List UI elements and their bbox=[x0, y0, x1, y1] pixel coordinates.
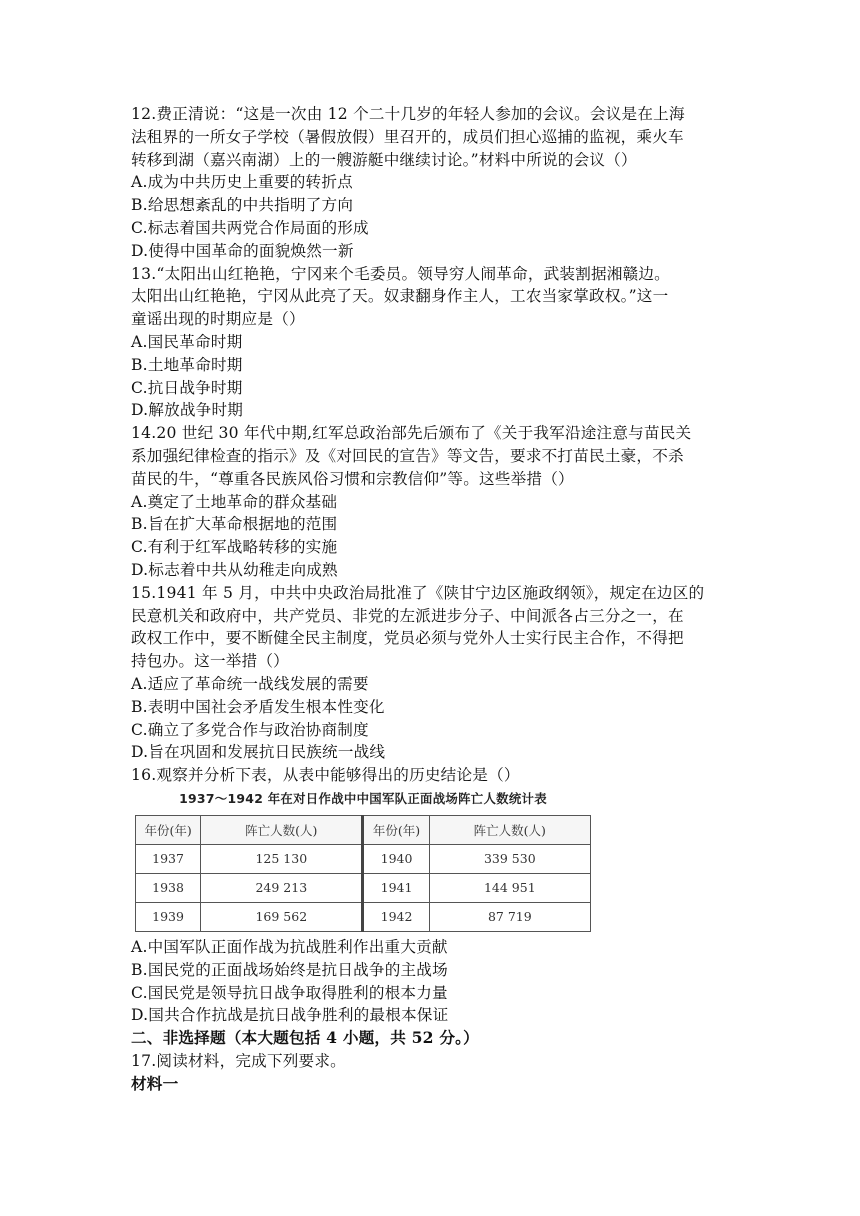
q13-stem-line-3: 童谣出现的时期应是（） bbox=[131, 310, 305, 329]
q12-stem-line-1: 12.费正清说：“这是一次由 12 个二十几岁的年轻人参加的会议。会议是在上海 bbox=[131, 105, 685, 123]
q13-option-b: B.土地革命时期 bbox=[131, 355, 243, 374]
table-cell-year: 1942 bbox=[363, 902, 429, 931]
material-heading: 材料一 bbox=[131, 1073, 179, 1093]
q13-block bbox=[131, 263, 731, 423]
q16-block bbox=[131, 764, 731, 1027]
q15-option-c: C.确立了多党合作与政治协商制度 bbox=[131, 720, 369, 739]
table-row bbox=[136, 902, 591, 931]
q14-stem-line-1: 14.20 世纪 30 年代中期,红军总政治部先后颁布了《关于我军沿途注意与苗民关 bbox=[131, 424, 692, 443]
q13-stem-line-1: 13.“太阳出山红艳艳，宁冈来个毛委员。领导穷人闹革命，武装割据湘赣边。 bbox=[131, 264, 670, 283]
q17-intro: 17.阅读材料，完成下列要求。 bbox=[131, 1051, 346, 1070]
q15-option-a: A.适应了革命统一战线发展的需要 bbox=[131, 674, 369, 693]
q16-option-c: C.国民党是领导抗日战争取得胜利的根本力量 bbox=[131, 983, 448, 1002]
q16-stem: 16.观察并分析下表，从表中能够得出的历史结论是（） bbox=[131, 766, 520, 785]
q14-stem-line-3: 苗民的牛，“尊重各民族风俗习惯和宗教信仰”等。这些举措（） bbox=[131, 469, 574, 488]
q14-option-b: B.旨在扩大革命根据地的范围 bbox=[131, 515, 338, 534]
table-cell-year: 1939 bbox=[136, 902, 201, 931]
q15-stem-line-2: 民意机关和政府中，共产党员、非党的左派进步分子、中间派各占三分之一，在 bbox=[131, 606, 684, 625]
table-header-year: 年份(年) bbox=[136, 815, 201, 844]
q15-block bbox=[131, 582, 731, 764]
table-cell-deaths: 169 562 bbox=[201, 902, 363, 931]
q12-option-b: B.给思想紊乱的中共指明了方向 bbox=[131, 196, 354, 215]
table-cell-deaths: 125 130 bbox=[201, 844, 363, 873]
table-cell-deaths: 249 213 bbox=[201, 873, 363, 902]
q13-option-a: A.国民革命时期 bbox=[131, 332, 243, 351]
q15-stem-line-1: 15.1941 年 5 月，中共中央政治局批准了《陕甘宁边区施政纲领》，规定在边区的 bbox=[131, 583, 705, 602]
table-cell-year: 1938 bbox=[136, 873, 201, 902]
q13-stem-line-2: 太阳出山红艳艳，宁冈从此亮了天。奴隶翻身作主人，工农当家掌政权。”这一 bbox=[131, 287, 669, 306]
table-cell-year: 1937 bbox=[136, 844, 201, 873]
table-cell-deaths: 87 719 bbox=[429, 902, 590, 931]
q12-option-d: D.使得中国革命的面貌焕然一新 bbox=[131, 241, 354, 260]
q15-stem-line-3: 政权工作中，要不断健全民主制度，党员必须与党外人士实行民主合作，不得把 bbox=[131, 629, 684, 648]
q15-option-b: B.表明中国社会矛盾发生根本性变化 bbox=[131, 697, 385, 716]
q14-stem-line-2: 系加强纪律检查的指示》及《对回民的宣告》等文告，要求不打苗民土豪，不杀 bbox=[131, 446, 684, 465]
table-header-year: 年份(年) bbox=[363, 815, 429, 844]
q14-block bbox=[131, 422, 731, 582]
table-cell-deaths: 339 530 bbox=[429, 844, 590, 873]
q12-option-a: A.成为中共历史上重要的转折点 bbox=[131, 173, 353, 192]
q12-stem-line-3: 转移到湖（嘉兴南湖）上的一艘游艇中继续讨论。”材料中所说的会议（） bbox=[131, 150, 637, 169]
table-header-row bbox=[136, 815, 591, 844]
table-header-deaths: 阵亡人数(人) bbox=[201, 815, 363, 844]
table-cell-year: 1941 bbox=[363, 873, 429, 902]
q15-option-d: D.旨在巩固和发展抗日民族统一战线 bbox=[131, 743, 386, 762]
table-header-deaths: 阵亡人数(人) bbox=[429, 815, 590, 844]
q12-block bbox=[131, 103, 731, 263]
document-page bbox=[131, 103, 731, 1095]
table-title: 1937～1942 年在对日作战中中国军队正面战场阵亡人数统计表 bbox=[179, 790, 547, 806]
table-cell-year: 1940 bbox=[363, 844, 429, 873]
q14-option-a: A.奠定了土地革命的群众基础 bbox=[131, 492, 338, 511]
q12-stem-line-2: 法租界的一所女子学校（暑假放假）里召开的，成员们担心巡捕的监视，乘火车 bbox=[131, 127, 684, 146]
q12-option-c: C.标志着国共两党合作局面的形成 bbox=[131, 218, 369, 237]
q13-option-d: D.解放战争时期 bbox=[131, 401, 244, 420]
section-heading: 二、非选择题（本大题包括 4 小题，共 52 分。） bbox=[131, 1028, 479, 1048]
table-row bbox=[136, 844, 591, 873]
q16-option-a: A.中国军队正面作战为抗战胜利作出重大贡献 bbox=[131, 937, 448, 956]
q13-option-c: C.抗日战争时期 bbox=[131, 378, 243, 397]
casualty-table-figure bbox=[135, 789, 591, 932]
casualty-table bbox=[135, 815, 591, 932]
table-row bbox=[136, 873, 591, 902]
q14-option-c: C.有利于红军战略转移的实施 bbox=[131, 538, 338, 557]
q16-option-b: B.国民党的正面战场始终是抗日战争的主战场 bbox=[131, 960, 448, 979]
q16-option-d: D.国共合作抗战是抗日战争胜利的最根本保证 bbox=[131, 1006, 449, 1025]
q15-stem-line-4: 持包办。这一举措（） bbox=[131, 652, 289, 671]
q14-option-d: D.标志着中共从幼稚走向成熟 bbox=[131, 560, 338, 579]
table-cell-deaths: 144 951 bbox=[429, 873, 590, 902]
